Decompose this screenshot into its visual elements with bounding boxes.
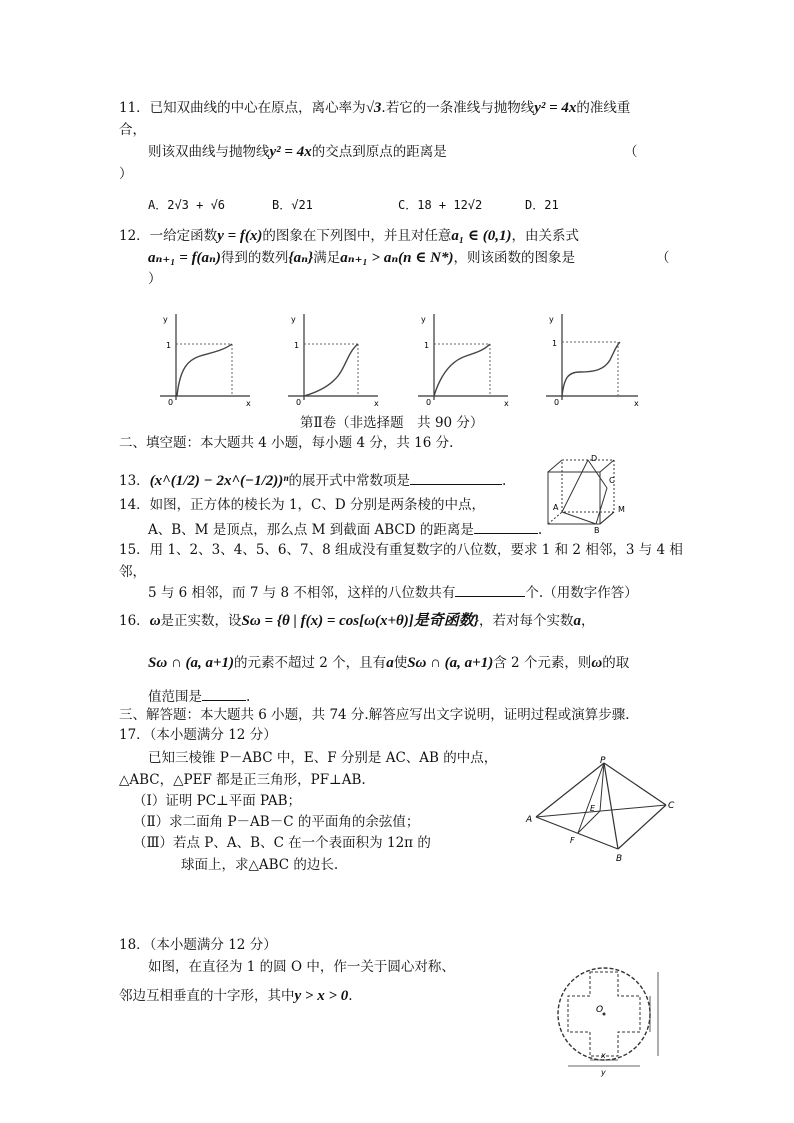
- q12-graph-b-y: y: [291, 315, 296, 324]
- q17-label-e: E: [590, 804, 596, 813]
- q12-text-c: ，由关系式: [511, 228, 579, 244]
- q13-end: .: [501, 473, 507, 489]
- q17-label-c: C: [668, 801, 675, 811]
- q18-line1: 如图，在直径为 1 的圆 O 中，作一关于圆心对称、: [148, 959, 455, 975]
- q12-graph-c: [408, 308, 513, 408]
- q17-part-iii-cont: 球面上，求△ABC 的边长.: [181, 857, 339, 873]
- q12-graph-a-one: 1: [166, 341, 172, 350]
- q18-label-y: y: [601, 1068, 606, 1077]
- q16-a: a: [573, 613, 582, 629]
- q13-line: [119, 470, 506, 490]
- q16-text-b: ，若对每个实数: [479, 613, 574, 629]
- q13-text: 的展开式中常数项是: [288, 473, 410, 489]
- q16-set: Sω = {θ | f(x) = cos[ω(x+θ)]是奇函数}: [241, 613, 480, 629]
- section2-heading: 二、填空题：本大题共 4 小题，每小题 4 分，共 16 分.: [119, 435, 454, 451]
- q16-text-e: 使: [393, 655, 408, 671]
- q16-end: .: [246, 689, 251, 705]
- q17-part-i: （Ⅰ）证明 PC⊥平面 PAB；: [133, 793, 302, 809]
- q17-line1: 已知三棱锥 P－ABC 中，E、F 分别是 AC、AB 的中点，: [148, 750, 498, 766]
- q14-label-a: A: [553, 503, 559, 512]
- q16-answer-blank[interactable]: [202, 686, 246, 701]
- q12-graph-a: [150, 308, 255, 408]
- q14-line2: [148, 519, 542, 539]
- q12-graph-b-x: x: [374, 399, 379, 408]
- q11-paren-open: （: [624, 144, 638, 160]
- q17-label-f: F: [570, 836, 575, 845]
- q12-text-f: ，则该函数的图象是: [453, 250, 575, 266]
- q12-graph-a-zero: 0: [168, 398, 174, 407]
- q16-text-g: 的取: [602, 655, 630, 671]
- q12-graph-a-x: x: [246, 399, 251, 408]
- q16-line2: [148, 654, 629, 672]
- q11-text-c: 的准线重: [576, 100, 631, 116]
- q12-graph-a-y: y: [163, 315, 168, 324]
- q17-part-ii: （Ⅱ）求二面角 P－AB－C 的平面角的余弦值；: [133, 814, 420, 830]
- q17-tetrahedron-figure: [524, 755, 684, 865]
- q16-text-f: 含 2 个元素，则: [493, 655, 592, 671]
- q12-seq: {aₙ}: [288, 250, 314, 266]
- q16-text-c: ，: [581, 613, 595, 629]
- q12-graph-b: [278, 308, 383, 408]
- q12-func: y = f(x): [217, 228, 263, 244]
- q11-line3: [148, 143, 447, 161]
- q18-header: 18．（本小题满分 12 分）: [119, 937, 277, 953]
- q11-text-d: 则该双曲线与抛物线: [148, 144, 270, 160]
- q11-parabola-2: y² = 4x: [269, 144, 312, 160]
- q14-label-d: D: [591, 454, 598, 463]
- q16-omega-2: ω: [591, 655, 603, 671]
- q15-text-a: 5 与 6 相邻，而 7 与 8 不相邻，这样的八位数共有: [148, 585, 456, 601]
- q18-label-x: x: [601, 1051, 606, 1060]
- q11-sqrt3: √3: [365, 100, 382, 116]
- q11-parabola: y² = 4x: [534, 100, 577, 116]
- q12-graph-d-zero: 0: [554, 398, 560, 407]
- q15-answer-blank[interactable]: [455, 582, 525, 597]
- q15-text-b: 个.（用数字作答）: [525, 585, 638, 601]
- q18-line2: [119, 987, 353, 1005]
- q12-graph-d-x: x: [634, 399, 639, 408]
- q13-prefix: 13．: [119, 473, 150, 489]
- q17-label-a: A: [526, 815, 533, 825]
- q13-answer-blank[interactable]: [410, 470, 502, 485]
- q12-graph-c-one: 1: [424, 341, 430, 350]
- q16-a-2: a: [386, 655, 394, 671]
- q17-label-p: P: [600, 756, 606, 766]
- q14-label-b: B: [594, 526, 600, 535]
- q17-label-b: B: [616, 854, 623, 864]
- q12-graph-d-y: y: [549, 315, 554, 324]
- q11-option-b: B．√21: [272, 198, 313, 212]
- q12-graph-c-x: x: [504, 399, 509, 408]
- q12-text-d: 得到的数列: [220, 250, 289, 266]
- q12-recurrence: aₙ₊₁ = f(aₙ): [148, 250, 221, 266]
- q12-graph-c-zero: 0: [426, 398, 432, 407]
- q15-line3: [148, 582, 638, 602]
- q12-line1: [119, 227, 579, 245]
- q18-condition: y > x > 0: [294, 988, 349, 1004]
- q11-option-a: A．2√3 + √6: [148, 198, 226, 212]
- q11-text-b: .若它的一条准线与抛物线: [381, 100, 535, 116]
- q12-a1: a₁ ∈ (0,1): [451, 228, 512, 244]
- q17-line2: △ABC，△PEF 都是正三角形，PF⊥AB.: [119, 772, 366, 788]
- q12-text-a: 12．一给定函数: [119, 228, 218, 244]
- q12-graph-d-one: 1: [552, 339, 558, 348]
- q16-line3: [148, 686, 250, 706]
- q12-paren-open: （: [656, 250, 670, 266]
- section2-title: 第Ⅱ卷（非选择题 共 90 分）: [300, 415, 484, 431]
- q12-paren-close: ）: [148, 271, 162, 287]
- q11-paren-close: ）: [119, 166, 133, 182]
- q14-text: A、B、M 是顶点，那么点 M 到截面 ABCD 的距离是: [148, 522, 474, 538]
- q12-graph-d: [538, 308, 643, 408]
- q12-graph-b-one: 1: [294, 341, 300, 350]
- q11-line2: 合，: [119, 122, 146, 138]
- q14-label-c: C: [609, 476, 615, 485]
- q18-end: .: [348, 988, 353, 1004]
- q18-text: 邻边互相垂直的十字形，其中: [119, 988, 295, 1004]
- q14-end: .: [537, 522, 543, 538]
- q12-text-b: 的图象在下列图中，并且对任意: [262, 228, 452, 244]
- q18-cross-figure: [552, 958, 672, 1078]
- q16-intersect-2: Sω ∩ (a, a+1): [407, 655, 494, 671]
- q16-intersect-1: Sω ∩ (a, a+1): [148, 655, 235, 671]
- q16-line1: [119, 612, 595, 630]
- q11-text-e: 的交点到原点的距离是: [311, 144, 447, 160]
- q16-prefix: 16．: [119, 613, 150, 629]
- q12-line2: [148, 249, 575, 267]
- q13-expression: (x^(1/2) − 2x^(−1/2))ⁿ: [149, 473, 289, 489]
- q12-ineq: aₙ₊₁ > aₙ(n ∈ N*): [340, 250, 454, 266]
- q12-graph-c-y: y: [421, 315, 426, 324]
- q17-part-iii: （Ⅲ）若点 P、A、B、C 在一个表面积为 12π 的: [133, 835, 431, 851]
- q11-text-a: 11．已知双曲线的中心在原点，离心率为: [119, 100, 366, 116]
- q15-line1: 15．用 1、2、3、4、5、6、7、8 组成没有重复数字的八位数，要求 1 和 2 相邻，3 与 4 相: [119, 542, 683, 558]
- q11-line1: [119, 99, 630, 117]
- q18-label-o: O: [596, 1005, 604, 1015]
- q15-line2: 邻，: [119, 564, 146, 580]
- q16-omega: ω: [149, 613, 161, 629]
- q14-cube-figure: [537, 450, 640, 538]
- q16-text-d: 的元素不超过 2 个，且有: [234, 655, 387, 671]
- q16-text-a: 是正实数，设: [160, 613, 242, 629]
- q14-answer-blank[interactable]: [474, 519, 538, 534]
- q17-header: 17．（本小题满分 12 分）: [119, 727, 277, 743]
- q16-text-h: 值范围是: [148, 689, 202, 705]
- q12-text-e: 满足: [313, 250, 341, 266]
- q11-option-c: C．18 + 12√2: [398, 198, 483, 212]
- q14-label-m: M: [618, 505, 625, 514]
- q12-graph-b-zero: 0: [296, 398, 302, 407]
- section3-heading: 三、解答题：本大题共 6 小题，共 74 分.解答应写出文字说明，证明过程或演算步骤.: [119, 707, 630, 723]
- q11-option-d: D．21: [525, 198, 559, 212]
- q14-line1: 14．如图，正方体的棱长为 1，C、D 分别是两条棱的中点，: [119, 497, 486, 513]
